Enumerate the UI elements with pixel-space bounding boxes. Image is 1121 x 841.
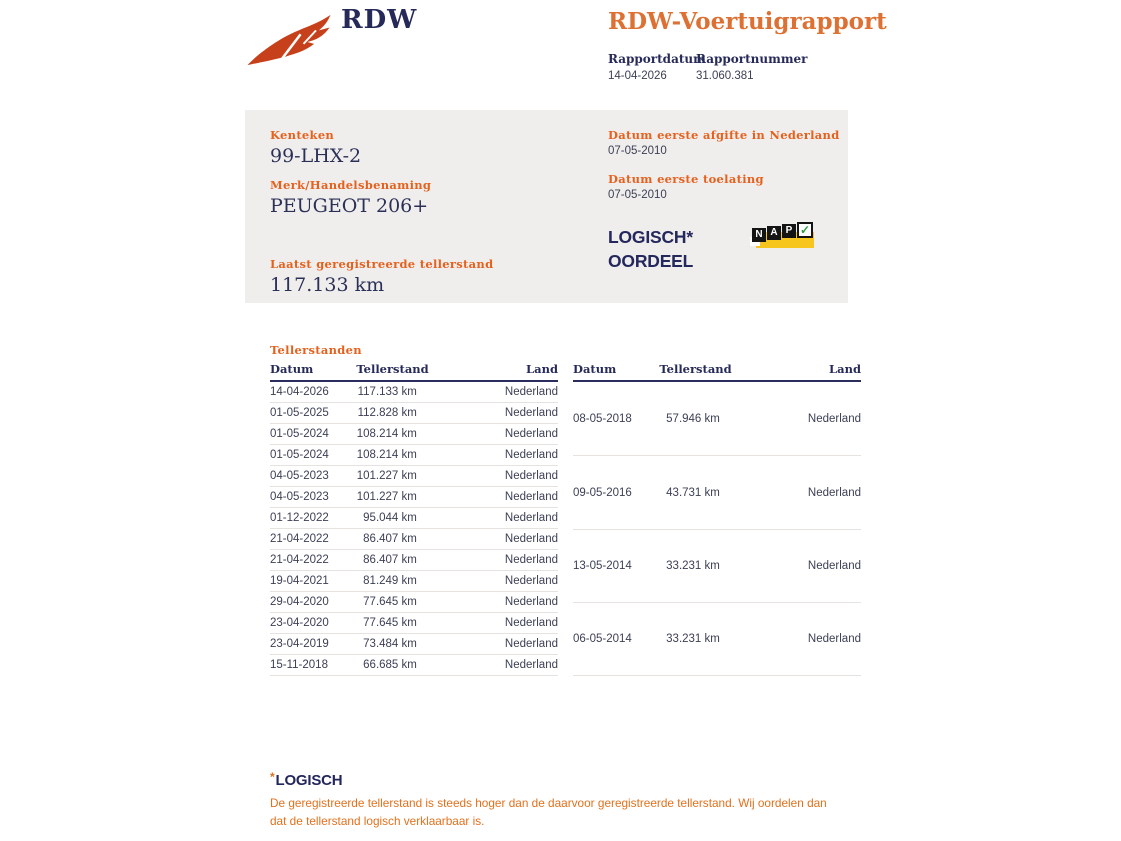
- table-row: [270, 550, 558, 571]
- table-header: [573, 362, 861, 381]
- cell-tellerstand: 112.828 km: [356, 403, 416, 424]
- cell-datum: 04-05-2023: [270, 487, 356, 508]
- afgifte-label: Datum eerste afgifte in Nederland: [608, 128, 840, 142]
- cell-datum: 04-05-2023: [270, 466, 356, 487]
- table-row: [270, 571, 558, 592]
- kenteken-value: 99-LHX-2: [270, 145, 362, 167]
- toelating-label: Datum eerste toelating: [608, 172, 764, 186]
- footnote-text: De geregistreerde tellerstand is steeds hoger dan de daarvoor geregistreerde tellerstand. Wij oordelen dan dat de tellerstand logisch verklaarbaar is.: [270, 796, 827, 828]
- table-row: [270, 445, 558, 466]
- table-row: [270, 655, 558, 676]
- table-row: [270, 529, 558, 550]
- report-meta: [608, 52, 807, 82]
- nap-letter-p: P: [782, 224, 796, 238]
- report-date-block: [608, 52, 706, 82]
- cell-land: Nederland: [417, 571, 558, 592]
- cell-land: Nederland: [720, 602, 861, 675]
- cell-datum: 01-12-2022: [270, 508, 356, 529]
- report-date-label: Rapportdatum: [608, 52, 706, 66]
- report-number-value: 31.060.381: [696, 70, 754, 82]
- cell-tellerstand: 73.484 km: [356, 634, 416, 655]
- tellerstanden-section: [270, 343, 861, 676]
- cell-land: Nederland: [720, 381, 861, 456]
- table-row: [573, 529, 861, 602]
- cell-land: Nederland: [720, 529, 861, 602]
- column-header-tellerstand: Tellerstand: [659, 362, 719, 381]
- report-number-label: Rapportnummer: [696, 52, 808, 66]
- cell-land: Nederland: [417, 381, 558, 403]
- cell-tellerstand: 117.133 km: [356, 381, 416, 403]
- tellerstanden-label: Tellerstanden: [270, 343, 362, 357]
- summary-left-column: [270, 128, 493, 296]
- table-body: [573, 381, 861, 676]
- cell-land: Nederland: [417, 403, 558, 424]
- cell-tellerstand: 101.227 km: [356, 487, 416, 508]
- tellerstand-label: Laatst geregistreerde tellerstand: [270, 257, 494, 271]
- cell-datum: 15-11-2018: [270, 655, 356, 676]
- cell-tellerstand: 57.946 km: [659, 381, 719, 456]
- cell-datum: 09-05-2016: [573, 456, 659, 529]
- cell-tellerstand: 81.249 km: [356, 571, 416, 592]
- nap-letter-a: A: [767, 226, 781, 240]
- cell-datum: 13-05-2014: [573, 529, 659, 602]
- cell-land: Nederland: [417, 634, 558, 655]
- table-row: [270, 592, 558, 613]
- table-body: [270, 381, 558, 676]
- rdw-logo-text: RDW: [341, 5, 418, 35]
- footnote-section: [270, 770, 830, 830]
- footnote-title: [270, 770, 830, 789]
- cell-datum: 21-04-2022: [270, 529, 356, 550]
- cell-datum: 14-04-2026: [270, 381, 356, 403]
- cell-tellerstand: 77.645 km: [356, 613, 416, 634]
- header-row: [573, 362, 861, 381]
- cell-datum: 29-04-2020: [270, 592, 356, 613]
- column-header-land: Land: [720, 362, 861, 381]
- cell-tellerstand: 108.214 km: [356, 424, 416, 445]
- nap-logo: [750, 222, 818, 252]
- table-row: [270, 634, 558, 655]
- cell-tellerstand: 33.231 km: [659, 529, 719, 602]
- cell-tellerstand: 86.407 km: [356, 529, 416, 550]
- cell-datum: 06-05-2014: [573, 602, 659, 675]
- cell-land: Nederland: [417, 592, 558, 613]
- cell-datum: 21-04-2022: [270, 550, 356, 571]
- cell-tellerstand: 77.645 km: [356, 592, 416, 613]
- cell-tellerstand: 33.231 km: [659, 602, 719, 675]
- cell-tellerstand: 66.685 km: [356, 655, 416, 676]
- rdw-wing-icon: [246, 13, 332, 69]
- vehicle-summary-panel: [245, 110, 848, 303]
- toelating-value: 07-05-2010: [608, 189, 667, 201]
- cell-datum: 19-04-2021: [270, 571, 356, 592]
- table-row: [270, 466, 558, 487]
- cell-land: Nederland: [417, 529, 558, 550]
- table-row: [270, 424, 558, 445]
- footnote-title-text: LOGISCH: [275, 772, 343, 789]
- kenteken-label: Kenteken: [270, 128, 335, 142]
- cell-land: Nederland: [417, 424, 558, 445]
- table-row: [573, 456, 861, 529]
- table-header: [270, 362, 558, 381]
- cell-datum: 08-05-2018: [573, 381, 659, 456]
- column-header-datum: Datum: [270, 362, 356, 381]
- cell-tellerstand: 86.407 km: [356, 550, 416, 571]
- tellerstanden-table-right: [573, 362, 861, 676]
- header-row: [270, 362, 558, 381]
- column-header-tellerstand: Tellerstand: [356, 362, 416, 381]
- oordeel-line2: OORDEEL: [608, 251, 694, 271]
- cell-tellerstand: 108.214 km: [356, 445, 416, 466]
- cell-datum: 23-04-2019: [270, 634, 356, 655]
- cell-land: Nederland: [417, 466, 558, 487]
- cell-land: Nederland: [417, 487, 558, 508]
- table-row: [270, 508, 558, 529]
- cell-land: Nederland: [417, 655, 558, 676]
- cell-land: Nederland: [720, 456, 861, 529]
- column-header-land: Land: [417, 362, 558, 381]
- report-number-block: [696, 52, 807, 82]
- merk-value: PEUGEOT 206+: [270, 195, 429, 217]
- tellerstand-value: 117.133 km: [270, 274, 385, 296]
- cell-datum: 01-05-2025: [270, 403, 356, 424]
- cell-datum: 01-05-2024: [270, 445, 356, 466]
- cell-tellerstand: 43.731 km: [659, 456, 719, 529]
- table-row: [573, 602, 861, 675]
- cell-datum: 01-05-2024: [270, 424, 356, 445]
- footnote-asterisk: *: [270, 770, 275, 784]
- table-row: [270, 613, 558, 634]
- report-date-value: 14-04-2026: [608, 70, 667, 82]
- column-header-datum: Datum: [573, 362, 659, 381]
- cell-datum: 23-04-2020: [270, 613, 356, 634]
- table-row: [270, 381, 558, 403]
- merk-label: Merk/Handelsbenaming: [270, 178, 432, 192]
- cell-land: Nederland: [417, 613, 558, 634]
- page-title: RDW-Voertuigrapport: [608, 8, 887, 35]
- table-row: [270, 403, 558, 424]
- oordeel-line1: LOGISCH*: [608, 227, 693, 247]
- nap-letter-n: N: [752, 228, 766, 242]
- cell-tellerstand: 101.227 km: [356, 466, 416, 487]
- cell-land: Nederland: [417, 550, 558, 571]
- cell-tellerstand: 95.044 km: [356, 508, 416, 529]
- table-row: [270, 487, 558, 508]
- table-row: [573, 381, 861, 456]
- nap-check-icon: ✓: [797, 222, 813, 238]
- tellerstanden-table-left: [270, 362, 558, 676]
- afgifte-value: 07-05-2010: [608, 145, 667, 157]
- cell-land: Nederland: [417, 508, 558, 529]
- tellerstanden-tables: [270, 362, 861, 676]
- cell-land: Nederland: [417, 445, 558, 466]
